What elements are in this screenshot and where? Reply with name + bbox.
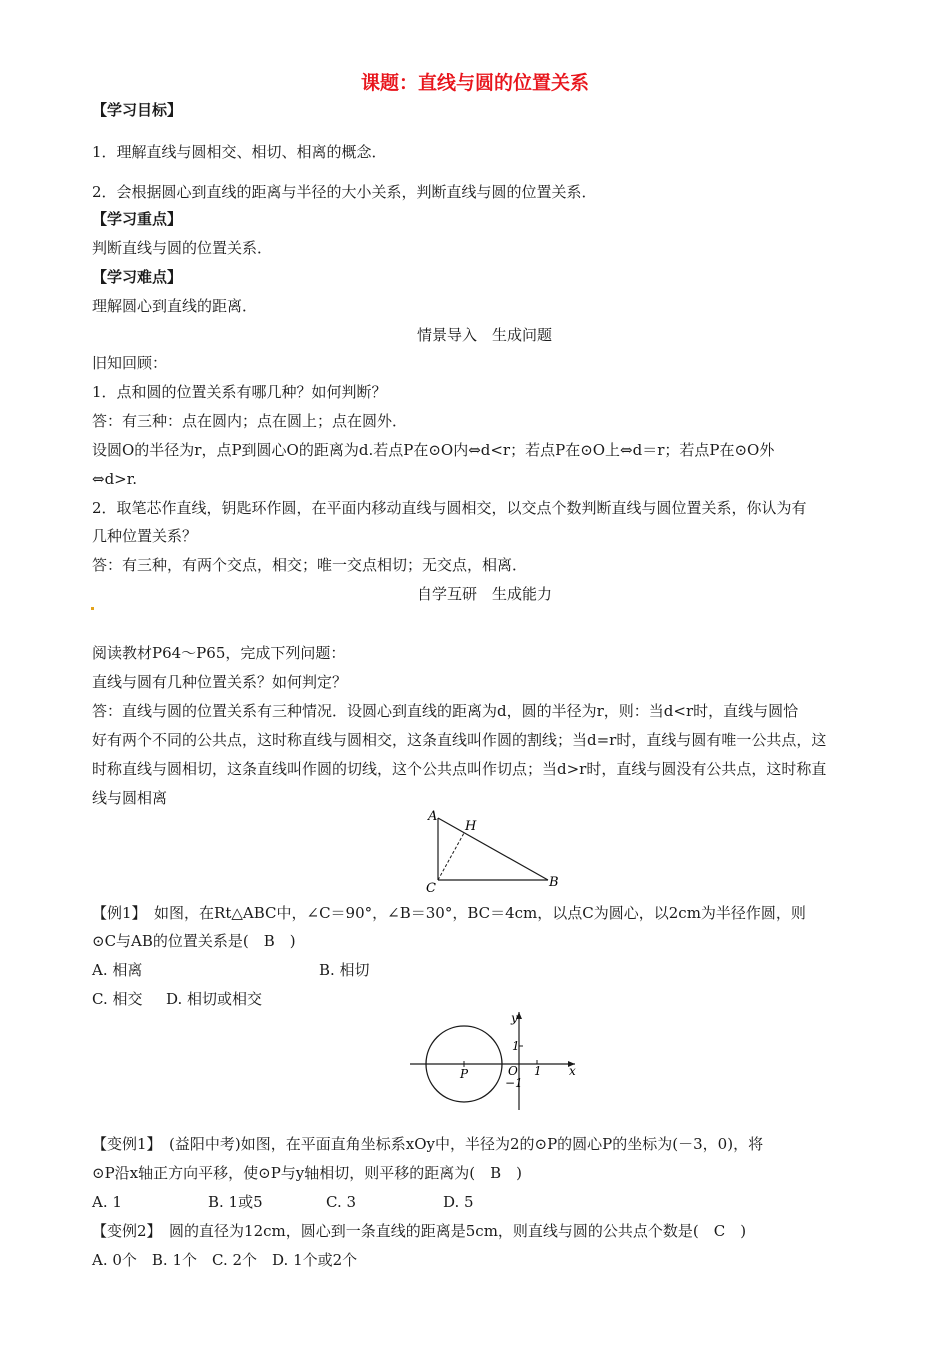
example-1-line-1: 【例1】 如图，在Rt△ABC中，∠C＝90°，∠B＝30°，BC＝4cm，以点C为圆心，以2cm为半径作圆，则 (92, 904, 806, 922)
read-instruction: 阅读教材P64～P65，完成下列问题： (92, 644, 346, 662)
coordinate-figure (405, 1008, 580, 1113)
section2-answer-line-4: 线与圆相离 (92, 789, 168, 807)
triangle-figure (418, 806, 568, 896)
question-1: 1．点和圆的位置关系有哪几种？如何判断？ (92, 383, 387, 401)
example-1-option-d: D. 相切或相交 (166, 990, 263, 1008)
example-1-option-b: B. 相切 (319, 961, 370, 979)
label-origin: O (508, 1064, 518, 1078)
label-x: x (569, 1064, 576, 1078)
key-text: 判断直线与圆的位置关系． (92, 239, 273, 257)
difficulty-header: 【学习难点】 (92, 268, 183, 286)
example-1-option-a: A. 相离 (92, 961, 143, 979)
altitude-ch (438, 833, 464, 880)
variant-1-line-2: ⊙P沿x轴正方向平移，使⊙P与y轴相切，则平移的距离为( B ) (92, 1164, 522, 1182)
variant-2-options: A. 0个 B. 1个 C. 2个 D. 1个或2个 (92, 1251, 358, 1269)
answer-2: 答：有三种，有两个交点，相交；唯一交点相切；无交点，相离． (92, 556, 528, 574)
side-ab (438, 818, 548, 880)
orange-mark (91, 607, 94, 610)
note-line-1: 设圆O的半径为r，点P到圆心O的距离为d.若点P在⊙O内⇔d<r；若点P在⊙O上⇔d＝r；若点P在⊙O外 (92, 441, 775, 459)
variant-1-option-a: A. 1 (92, 1193, 122, 1211)
example-1-option-c: C. 相交 (92, 990, 143, 1008)
variant-1-option-c: C. 3 (326, 1193, 357, 1211)
example-1-line-2: ⊙C与AB的位置关系是( B ) (92, 932, 296, 950)
section2-answer-line-1: 答：直线与圆的位置关系有三种情况．设圆心到直线的距离为d，圆的半径为r，则：当d<r时，直线与圆恰 (92, 702, 799, 720)
note-line-2: ⇔d>r. (92, 470, 138, 488)
section2-answer-line-3: 时称直线与圆相切，这条直线叫作圆的切线，这个公共点叫作切点；当d>r时，直线与圆没有公共点，这时称直 (92, 760, 827, 778)
difficulty-text: 理解圆心到直线的距离． (92, 297, 258, 315)
key-header: 【学习重点】 (92, 210, 183, 228)
label-a: A (428, 809, 438, 824)
variant-1-option-b: B. 1或5 (208, 1193, 263, 1211)
label-neg-one: −1 (505, 1076, 523, 1090)
label-y-one: 1 (512, 1039, 520, 1053)
variant-1-option-d: D. 5 (443, 1193, 474, 1211)
label-h: H (465, 819, 477, 834)
answer-1: 答：有三种：点在圆内；点在圆上；点在圆外． (92, 412, 408, 430)
goal-item-1: 1．理解直线与圆相交、相切、相离的概念． (92, 143, 387, 161)
question-2-line-1: 2．取笔芯作直线，钥匙环作圆，在平面内移动直线与圆相交，以交点个数判断直线与圆位置关系，你认为有 (92, 499, 807, 517)
label-c: C (426, 881, 436, 896)
label-p: P (460, 1067, 469, 1081)
section1-heading: 情景导入 生成问题 (417, 326, 553, 344)
question-2-line-2: 几种位置关系？ (92, 527, 198, 545)
section2-heading: 自学互研 生成能力 (417, 585, 553, 603)
review-label: 旧知回顾： (92, 354, 168, 372)
variant-2-line-1: 【变例2】 圆的直径为12cm，圆心到一条直线的距离是5cm，则直线与圆的公共点个数是( C ) (92, 1222, 747, 1240)
label-b: B (549, 875, 559, 890)
label-x-one: 1 (534, 1064, 542, 1078)
goals-header: 【学习目标】 (92, 101, 183, 119)
goal-item-2: 2．会根据圆心到直线的距离与半径的大小关系，判断直线与圆的位置关系． (92, 183, 597, 201)
section2-question: 直线与圆有几种位置关系？如何判定？ (92, 673, 348, 691)
section2-answer-line-2: 好有两个不同的公共点，这时称直线与圆相交，这条直线叫作圆的割线；当d=r时，直线与圆有唯一公共点，这 (92, 731, 827, 749)
label-y: y (511, 1011, 518, 1025)
variant-1-line-1: 【变例1】 (益阳中考)如图，在平面直角坐标系xOy中，半径为2的⊙P的圆心P的坐标为(－3，0)，将 (92, 1135, 764, 1153)
page-title: 课题：直线与圆的位置关系 (360, 72, 589, 94)
